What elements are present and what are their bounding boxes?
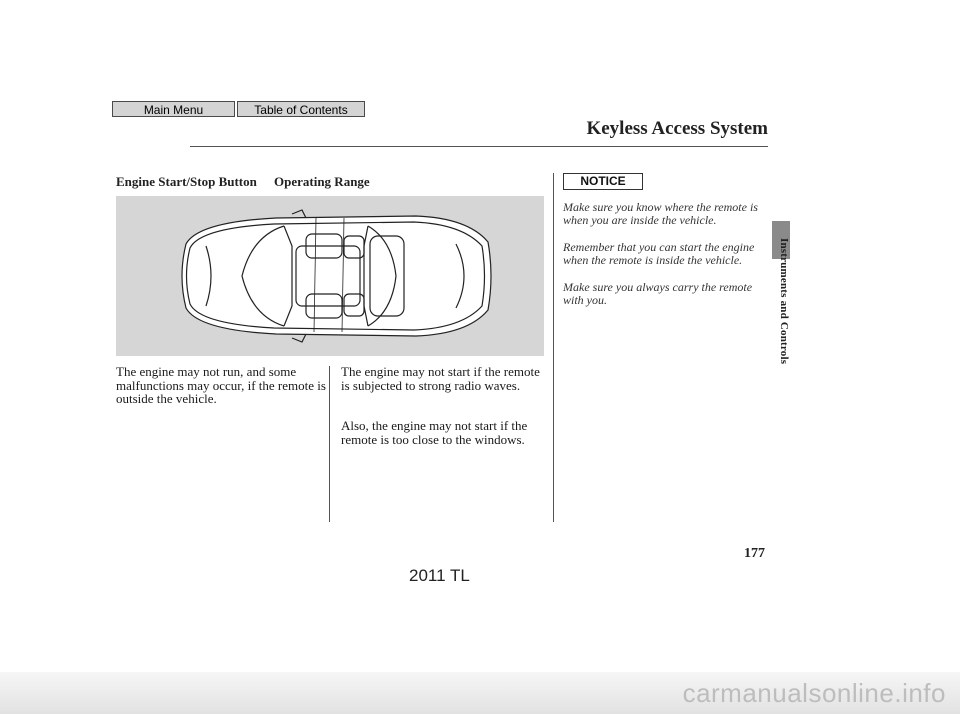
- watermark-bar: [0, 672, 960, 714]
- notice-label: NOTICE: [563, 173, 643, 190]
- paragraph-close-to-windows: Also, the engine may not start if the remote is too close to the windows.: [341, 418, 528, 447]
- paragraph-radio-waves: The engine may not start if the remote is subjected to strong radio waves.: [341, 364, 540, 393]
- column-divider: [329, 366, 330, 522]
- car-top-view-illustration: [116, 196, 544, 356]
- page-number: 177: [744, 546, 765, 561]
- notice-line: Make sure you know where the remote is when you are inside the vehicle.: [563, 200, 758, 227]
- column-divider: [553, 173, 554, 522]
- notice-line: Remember that you can start the engine when the remote is inside the vehicle.: [563, 240, 755, 267]
- operating-range-heading: Operating Range: [274, 174, 370, 189]
- watermark-text: carmanualsonline.info: [682, 678, 946, 708]
- notice-line: Make sure you always carry the remote with you.: [563, 280, 753, 307]
- header-rule: [190, 146, 768, 147]
- model-footer: 2011 TL: [409, 566, 470, 585]
- main-menu-button[interactable]: Main Menu: [112, 101, 235, 117]
- vehicle-top-view-figure: [116, 196, 544, 356]
- engine-start-stop-heading: Engine Start/Stop Button: [116, 174, 257, 189]
- section-title: Keyless Access System: [586, 118, 768, 139]
- side-tab-label: Instruments and Controls: [778, 238, 790, 365]
- table-of-contents-button[interactable]: Table of Contents: [237, 101, 365, 117]
- paragraph-remote-outside: The engine may not run, and some malfunctions may occur, if the remote is outside the vehicle.: [116, 364, 326, 406]
